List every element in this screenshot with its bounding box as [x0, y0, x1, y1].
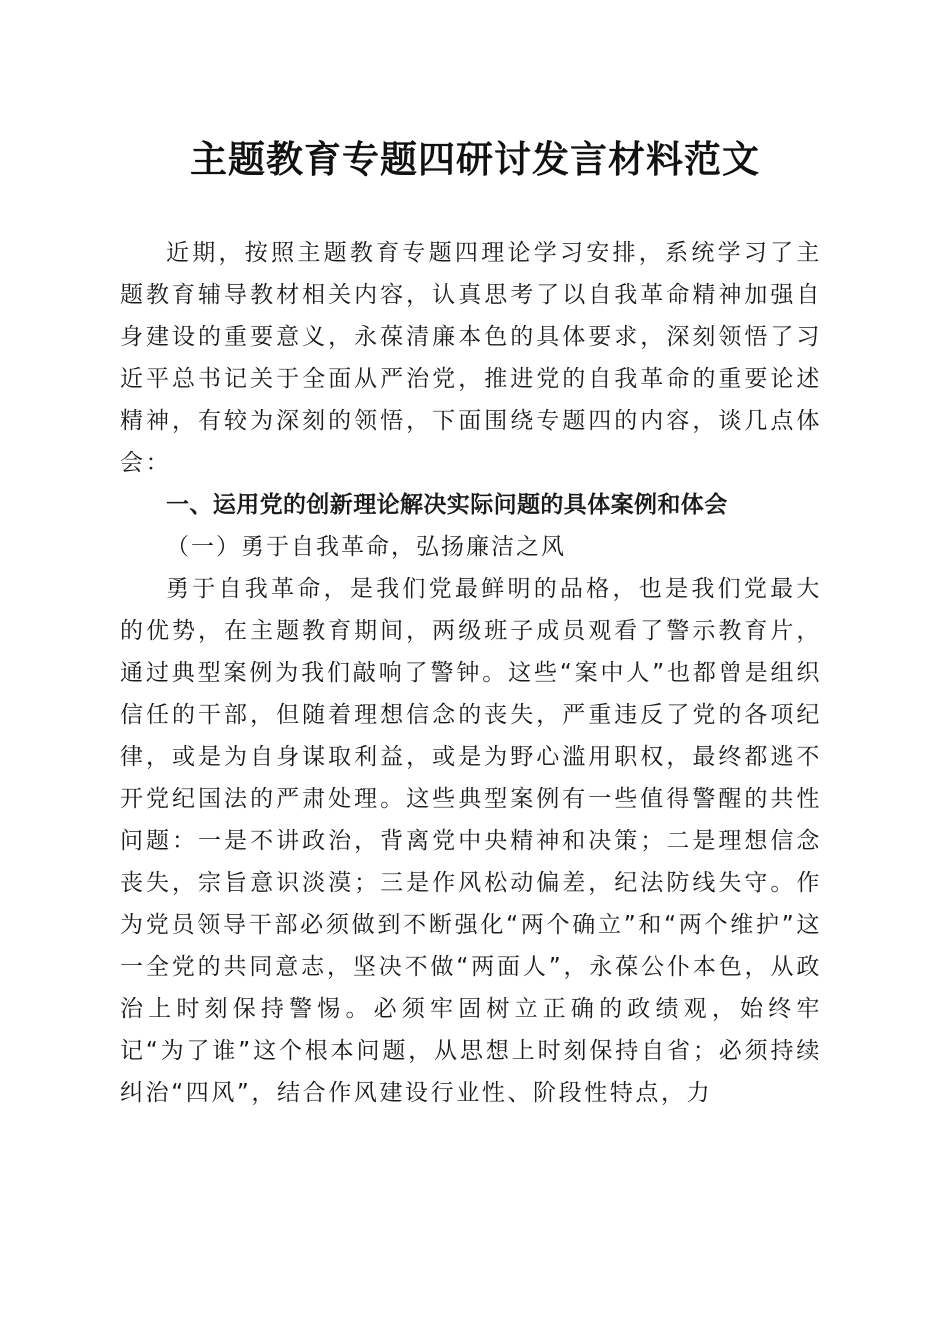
subsection-heading: （一）勇于自我革命，弘扬廉洁之风 — [166, 534, 566, 560]
document-title: 主题教育专题四研讨发言材料范文 — [190, 137, 760, 181]
section-heading: 一、运用党的创新理论解决实际问题的具体案例和体会 — [166, 492, 728, 518]
body-paragraph: 勇于自我革命，是我们党最鲜明的品格，也是我们党最大的优势，在主题教育期间，两级班子成员观看了警示教育片，通过典型案例为我们敲响了警钟。这些“案中人”也都曾是组织信任的干部，但随着理想信念的丧失，严重违反了党的各项纪律，或是为自身谋取利益，或是为野心滥用职权，最终都逃不开党纪国法的严肃处理。这些典型案例有一些值得警醒的共性问题：一是不讲政治，背离党中央精神和决策；二是理想信念丧失，宗旨意识淡漠；三是作风松动偏差，纪法防线失守。作为党员领导干部必须做到不断强化“两个确立”和“两个维护”这一全党的共同意志，坚决不做“两面人”，永葆公仆本色，从政治上时刻保持警惕。必须牢固树立正确的政绩观，始终牢记“为了谁”这个根本问题，从思想上时刻保持自省；必须持续纠治“四风”，结合作风建设行业性、阶段性特点，力 — [120, 576, 822, 1106]
intro-paragraph: 近期，按照主题教育专题四理论学习安排，系统学习了主题教育辅导教材相关内容，认真思考了以自我革命精神加强自身建设的重要意义，永葆清廉本色的具体要求，深刻领悟了习近平总书记关于全面从严治党，推进党的自我革命的重要论述精神，有较为深刻的领悟，下面围绕专题四的内容，谈几点体会： — [120, 240, 822, 476]
document-body — [120, 232, 822, 1114]
